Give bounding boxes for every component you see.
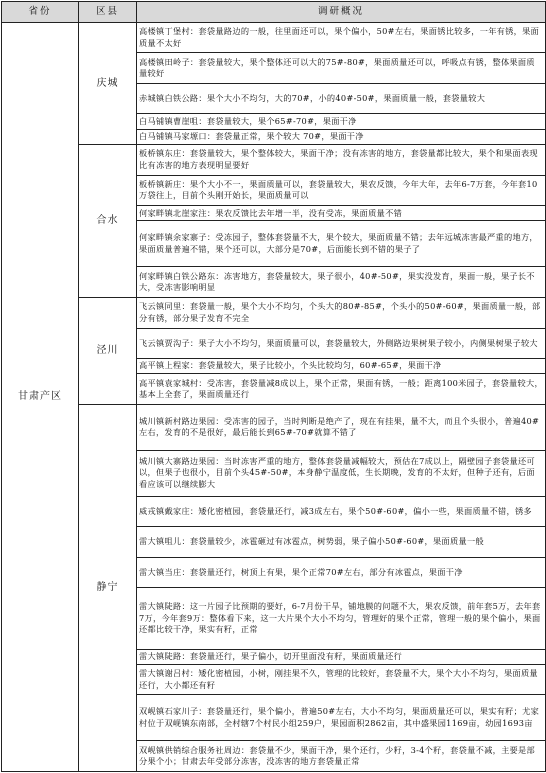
- survey-note: 何家畔镇余家寨子：受冻园子，整体套袋量不大，果个较大，果面质量不错；去年远城冻害最严重的地方，果面质量普遍不错，果个还可以，大部分是70#，后面能长到不错的果子了: [137, 221, 546, 267]
- table-row: [2, 145, 546, 176]
- survey-note: 双岘镇石家川子：套袋量还行，果个偏小，普遍50#左右，大小不均匀，果面质量还可以，果实有籽；尤家村位于双岘镇东南部，全村辖7个村民小组259户，果园面积2862亩，其中盛果园1169亩，幼园1693亩: [137, 695, 546, 741]
- survey-note: 白马铺镇曹崖咀：套袋量较大，果个65#-70#，果面干净: [137, 114, 546, 129]
- header-county: 区县: [79, 2, 137, 23]
- survey-note: 双岘镇供销综合服务社周边：套袋量不少，果面干净，果个还行，少籽，3-4个籽，套袋量不减，主要是部分果个小；甘肃去年受部分冻害，没冻害的地方套袋量正常: [137, 741, 546, 772]
- header-province: 省份: [2, 2, 79, 23]
- survey-note: 板桥镇新庄：果个大小不一，果面质量可以，套袋量较大，果农反馈，今年大年，去年6-7万套，今年套10万袋往上，目前个头刚开始长，果面质量可以: [137, 175, 546, 206]
- table-row: [2, 22, 546, 53]
- county-qingcheng: 庆城: [79, 22, 137, 144]
- survey-note: 何家畔镇白铁公路东：冻害地方，套袋量较大，果子很小，40#-50#，果实没发育，果面一般，果子长不大，受冻害影响明显: [137, 267, 546, 298]
- survey-note: 飞云镇贾沟子：果子大小不均匀，果面质量可以，套袋量较大，外侧路边果树果子较小，内侧果树果子较大: [137, 328, 546, 359]
- survey-note: 高平镇上程家：套袋量较大，果子比较小，个头比较均匀，60#-65#，果面干净: [137, 359, 546, 374]
- county-jingchuan: 泾川: [79, 297, 137, 404]
- table-row: [2, 404, 546, 450]
- survey-note: 威戎镇戴家庄：矮化密植园，套袋量还行，减3成左右，果个50#-60#，偏小一些，果面质量不错，锈多: [137, 496, 546, 527]
- survey-table-page: [1, 1, 545, 772]
- survey-note: 高楼镇丁堡村：套袋量路边的一般，往里面还可以，果个偏小，50#左右，果面锈比较多，一年有锈，果面质量不太好: [137, 22, 546, 53]
- county-heshui: 合水: [79, 145, 137, 298]
- table-row: [2, 297, 546, 328]
- county-jingning: 静宁: [79, 404, 137, 771]
- survey-note: 雷大镇咀儿：套袋量较少，冰雹砸过有冰雹点，树势弱，果子偏小50#-60#，果面质量一般: [137, 527, 546, 558]
- header-survey: 调研概况: [137, 2, 546, 23]
- survey-note: 雷大镇谢吕村：矮化密植园，小树，刚挂果不久，管理的比较好，套袋量不大，果个大小不均匀，果面质量还行，大小都还有籽: [137, 664, 546, 695]
- survey-note: 何家畔镇北崖家注：果农反馈比去年增一半，没有受冻，果面质量不错: [137, 206, 546, 221]
- survey-note: 白马铺镇马家塬口：套袋量正常，果个较大 70#，果面干净: [137, 129, 546, 144]
- header-row: [2, 2, 546, 23]
- survey-note: 雷大镇当庄：套袋量还行，树顶上有果，果个正常70#左右，部分有冰雹点，果面干净: [137, 557, 546, 588]
- survey-note: 赤城镇白铁公路：果个大小不均匀，大的70#，小的40#-50#，果面质量一般，套袋量较大: [137, 83, 546, 114]
- survey-note: 高平镇袁家城村：受冻害，套袋量减8成以上，果个正常，果面有锈，一般；距离100米园子，套袋量较大，基本上全套了，果面质量还行: [137, 374, 546, 405]
- survey-note: 板桥镇东庄：套袋量较大，果个整体较大，果面干净；没有冻害的地方，套袋量都比较大，果个和果面表现比有冻害的地方表现明显要好: [137, 145, 546, 176]
- survey-note: 城川镇大寨路边果园：当时冻害严重的地方，整体套袋量减幅较大，预估在7成以上，隔壁园子套袋量还可以，但果子也很小，目前个头45#-50#，本身静宁温度低，生长期晚，发育的不太好，但种子还有，后面看应该可以继续膨大: [137, 450, 546, 496]
- survey-note: 高楼镇田岭子：套袋量较大，果个整体还可以大的75#-80#，果面质量还可以，呼吸点有锈，整体果面质量较好: [137, 53, 546, 84]
- survey-note: 飞云镇同里：套袋量一般，果个大小不均匀，个头大的80#-85#，个头小的50#-60#，果面质量一般，部分有锈，部分果子发育不完全: [137, 297, 546, 328]
- survey-note: 城川镇新村路边果园：受冻害的园子，当时判断是绝产了，现在有挂果，量不大，而且个头很小，普遍40#左右，发育的不是很好，最后能长到65#-70#就算不错了: [137, 404, 546, 450]
- province-cell: 甘肃产区: [2, 22, 79, 771]
- survey-table: [1, 1, 546, 772]
- survey-note: 雷大镇陡路：这一片园子比预期的要好，6-7月份干旱，铺地膜的问题不大，果农反馈，前年套5万，去年套7万，今年套9万：整体看下来，这一大片果个大小不均匀，管理好的果个正常，管理一般的果个偏小，果面还都比较干净，果实有籽，正常: [137, 588, 546, 649]
- survey-note: 雷大镇陡路：套袋量还行，果子偏小，切开里面没有籽，果面质量还行: [137, 649, 546, 664]
